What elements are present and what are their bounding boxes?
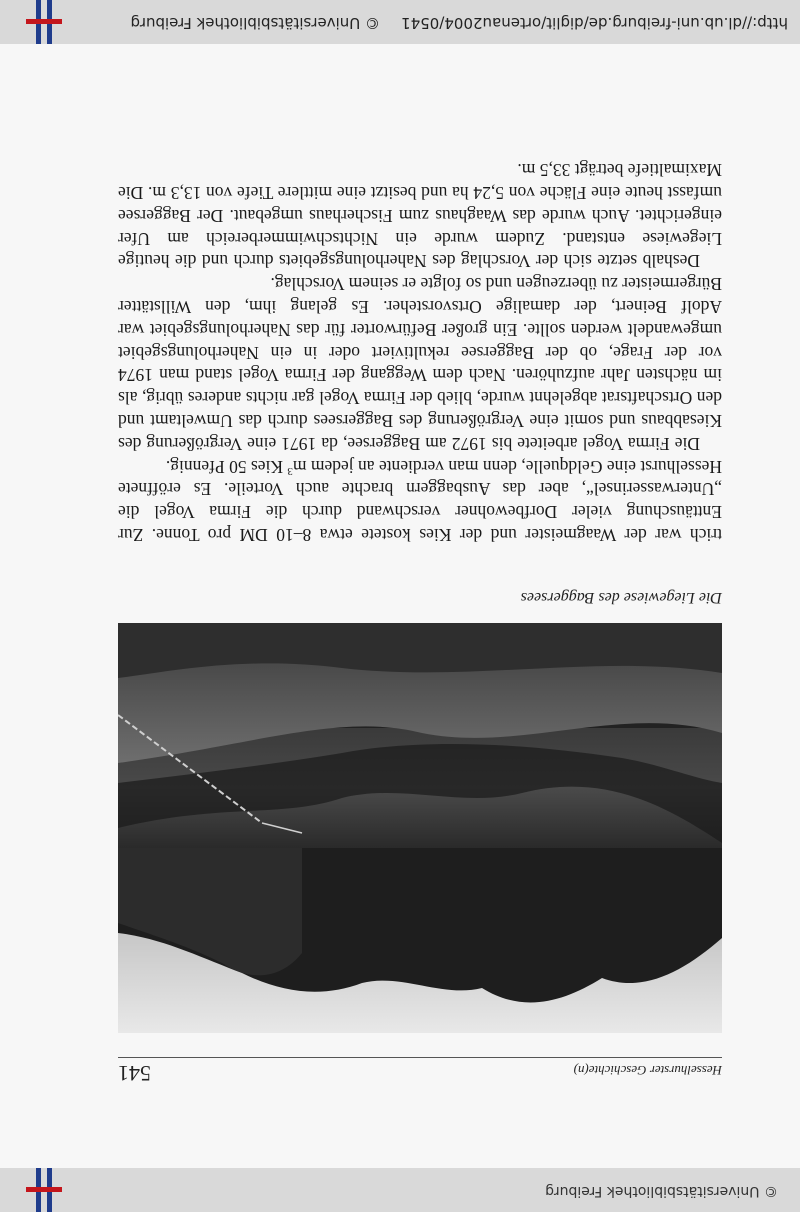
viewer-top-bar <box>0 1168 800 1212</box>
lake-photo <box>118 623 722 1033</box>
page-number: 541 <box>118 1061 151 1086</box>
running-head: Hesselhurster Geschichte(n) <box>573 1063 722 1078</box>
page-header <box>118 1057 722 1086</box>
page-url-link[interactable]: http://dl.ub.uni-freiburg.de/diglit/ortenau2004/0541 <box>401 14 788 32</box>
viewer-bottom-bar <box>0 0 800 44</box>
paragraph-1: trich war der Waagmeister und der Kies kostete etwa 8–10 DM pro Tonne. Zur Enttäuschung vieler Dorfbewohner verschwand durch die Firma Vogel die „Unterwasserinsel“, aber das Ausbaggern brachte auch Vorteile. Es eröffnete Hesselhurst eine Geldquelle, denn man verdiente an jedem $m^3$ Kies 50 Pfennig. <box>118 456 722 545</box>
bottom-credit: © Universitätsbibliothek Freiburg <box>130 14 380 32</box>
scanned-page <box>0 44 800 1168</box>
paragraph-3: Deshalb setzte sich der Vorschlag des Naherholungsgebiets durch und die heutige Liegewiese entstand. Zudem wurde ein Nichtschwimmerbereich am Ufer eingerichtet. Auch wurde das Waaghaus zum Fischerhaus umgebaut. Der Baggersee umfasst heute eine Fläche von 5,24 ha und besitzt eine mittlere Tiefe von 13,3 m. Die Maximaltiefe beträgt 33,5 m. <box>118 160 722 272</box>
university-logo-icon <box>20 1168 70 1212</box>
lake-photo-image <box>118 623 722 1033</box>
paragraph-2: Die Firma Vogel arbeitete bis 1972 am Baggersee, da 1971 eine Vergrößerung des Kiesabbaus und somit eine Vergrößerung des Baggersees durch das Umweltamt und den Ortschaftsrat abgelehnt wurde, blieb der Firma Vogel gar nichts anderes übrig, als im nächsten Jahr aufzuhören. Nach dem Weggang der Firma Vogel stand man 1974 vor der Frage, ob der Baggersee rekultiviert oder in ein Naherholungsgebiet umgewandelt werden sollte. Ein großer Befürworter für das Naherholungsgebiet war Adolf Beinert, der damalige Ortsvorsteher. Es gelang ihm, den Willstätter Bürgermeister zu überzeugen und so folgte er seinem Vorschlag. <box>118 274 722 454</box>
body-text <box>118 158 722 546</box>
university-logo-icon <box>20 0 70 44</box>
superscript-three: 3 <box>287 464 293 477</box>
top-credit: © Universitätsbibliothek Freiburg <box>545 1183 778 1199</box>
photo-caption: Die Liegewiese des Baggersees <box>520 589 722 606</box>
